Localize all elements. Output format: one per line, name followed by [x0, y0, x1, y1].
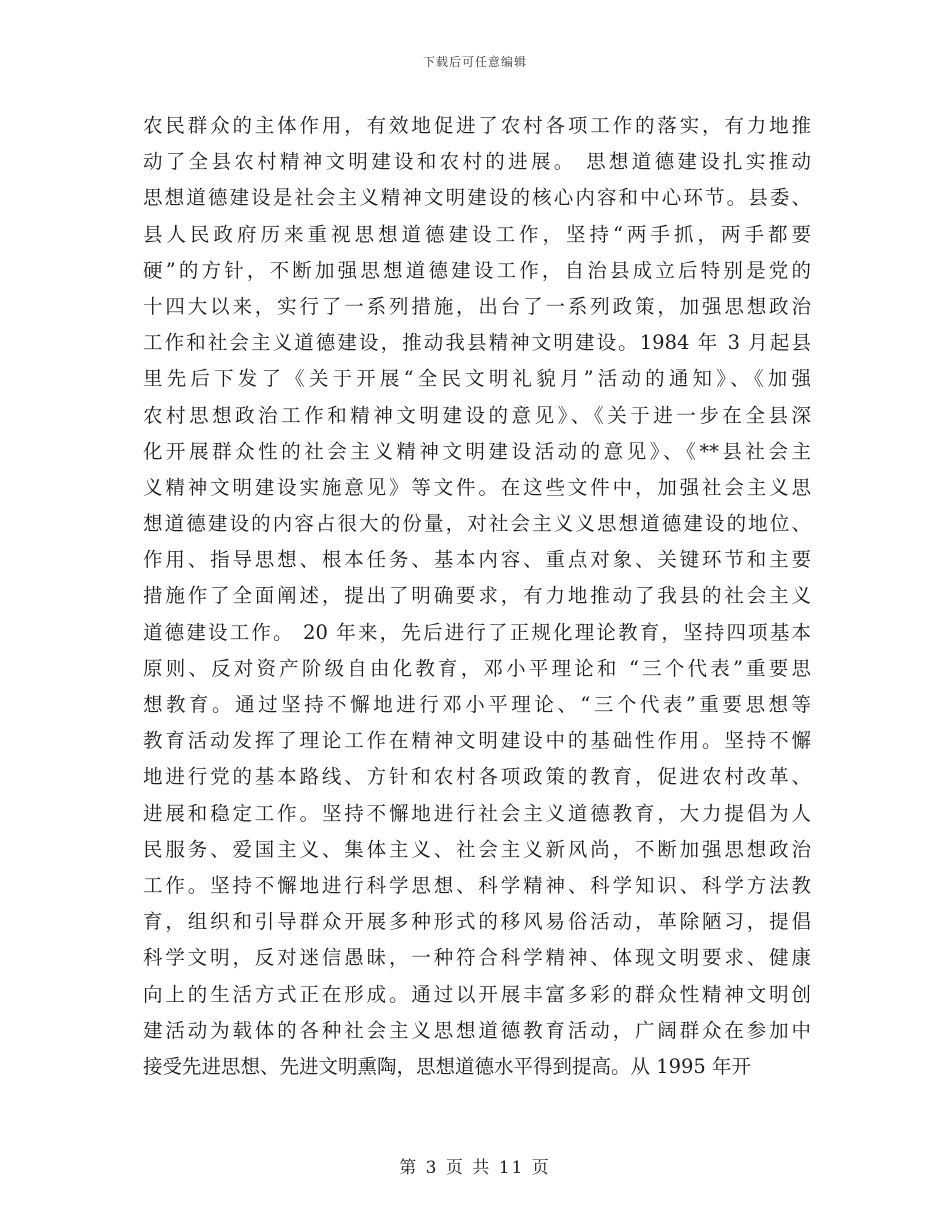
- text-line: 工作和社会主义道德建设，推动我县精神文明建设。1984 年 3 月起县: [143, 331, 811, 355]
- text-line: 进展和稳定工作。坚持不懈地进行社会主义道德教育，大力提倡为人: [143, 801, 811, 825]
- text-line: 义精神文明建设实施意见》等文件。在这些文件中，加强社会主义思: [143, 475, 811, 499]
- text-line: 想道德建设的内容占很大的份量，对社会主义义思想道德建设的地位、: [143, 512, 811, 536]
- text-line: 县人民政府历来重视思想道德建设工作，坚持“两手抓，两手都要: [143, 222, 811, 246]
- body-text: [143, 108, 811, 1085]
- text-line: 接受先进思想、先进文明熏陶，思想道德水平得到提高。从 1995 年开: [143, 1054, 752, 1078]
- text-line: 农村思想政治工作和精神文明建设的意见》、《关于进一步在全县深: [143, 403, 811, 427]
- text-line: 育，组织和引导群众开展多种形式的移风易俗活动，革除陋习，提倡: [143, 910, 811, 934]
- text-line: 十四大以来，实行了一系列措施，出台了一系列政策，加强思想政治: [143, 294, 811, 318]
- text-line: 向上的生活方式正在形成。通过以开展丰富多彩的群众性精神文明创: [143, 982, 811, 1006]
- text-line: 原则、反对资产阶级自由化教育，邓小平理论和 “三个代表”重要思: [143, 656, 811, 680]
- text-line: 道德建设工作。 20 年来，先后进行了正规化理论教育，坚持四项基本: [143, 620, 811, 644]
- text-line: 建活动为载体的各种社会主义思想道德教育活动，广阔群众在参加中: [143, 1018, 811, 1042]
- text-line: 教育活动发挥了理论工作在精神文明建设中的基础性作用。坚持不懈: [143, 729, 811, 753]
- text-line: 科学文明，反对迷信愚昧，一种符合科学精神、体现文明要求、健康: [143, 946, 811, 970]
- text-line: 动了全县农村精神文明建设和农村的进展。 思想道德建设扎实推动: [143, 150, 811, 174]
- page-number-footer: 第 3 页 共 11 页: [399, 1158, 551, 1178]
- text-line: 措施作了全面阐述，提出了明确要求，有力地推动了我县的社会主义: [143, 584, 811, 608]
- text-line: 工作。坚持不懈地进行科学思想、科学精神、科学知识、科学方法教: [143, 873, 811, 897]
- text-line: 农民群众的主体作用，有效地促进了农村各项工作的落实，有力地推: [143, 114, 811, 137]
- text-line: 作用、指导思想、根本任务、基本内容、重点对象、关键环节和主要: [143, 548, 811, 572]
- text-line: 硬”的方针，不断加强思想道德建设工作，自治县成立后特别是党的: [143, 258, 811, 282]
- page-header: 下载后可任意编辑: [422, 55, 527, 69]
- text-line: 里先后下发了《关于开展“全民文明礼貌月”活动的通知》、《加强: [143, 367, 811, 391]
- text-line: 地进行党的基本路线、方针和农村各项政策的教育，促进农村改革、: [143, 765, 811, 789]
- text-line: 民服务、爱国主义、集体主义、社会主义新风尚，不断加强思想政治: [143, 837, 811, 861]
- text-line: 化开展群众性的社会主义精神文明建设活动的意见》、《**县社会主: [143, 439, 811, 463]
- text-line: 想教育。通过坚持不懈地进行邓小平理论、“三个代表”重要思想等: [143, 693, 811, 716]
- text-line: 思想道德建设是社会主义精神文明建设的核心内容和中心环节。县委、: [143, 186, 811, 210]
